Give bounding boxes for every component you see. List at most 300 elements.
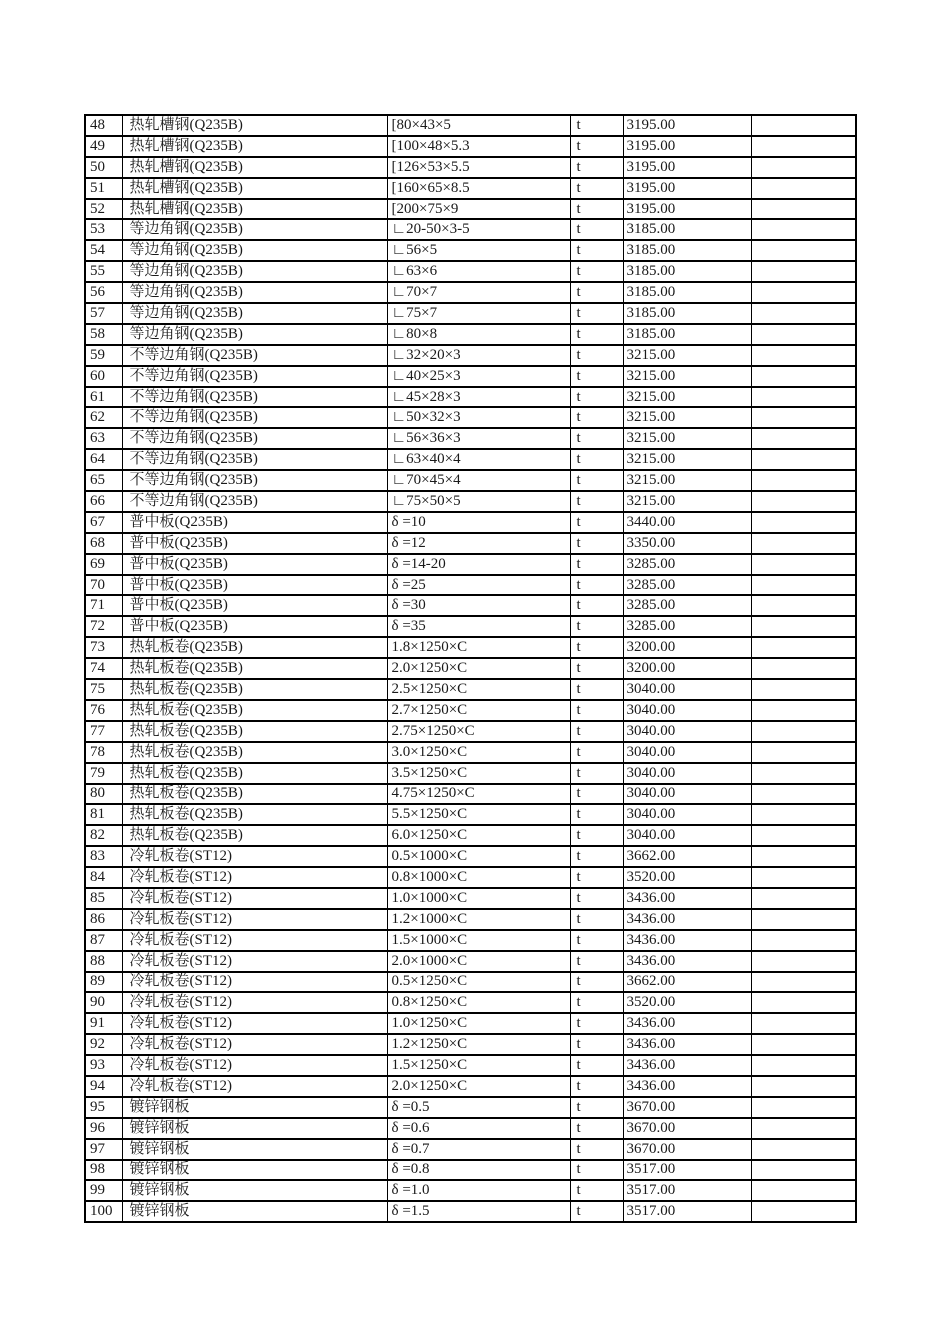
spec-cell: 2.75×1250×C — [387, 721, 570, 742]
price-cell: 3185.00 — [623, 324, 751, 345]
remark-cell — [751, 700, 856, 721]
table-row — [85, 491, 856, 512]
material-name-cell: 热轧槽钢(Q235B) — [122, 157, 387, 178]
row-number-cell: 71 — [85, 595, 122, 616]
row-number-cell: 85 — [85, 888, 122, 909]
row-number-cell: 80 — [85, 784, 122, 805]
material-name-cell: 热轧板卷(Q235B) — [122, 658, 387, 679]
table-row — [85, 470, 856, 491]
material-name-cell: 镀锌钢板 — [122, 1097, 387, 1118]
spec-cell: ∟75×7 — [387, 303, 570, 324]
spec-cell: 1.8×1250×C — [387, 637, 570, 658]
row-number-cell: 62 — [85, 407, 122, 428]
table-row — [85, 261, 856, 282]
price-cell: 3195.00 — [623, 115, 751, 136]
unit-cell: t — [570, 1034, 623, 1055]
table-row — [85, 324, 856, 345]
table-row — [85, 282, 856, 303]
unit-cell: t — [570, 825, 623, 846]
material-name-cell: 冷轧板卷(ST12) — [122, 951, 387, 972]
material-name-cell: 冷轧板卷(ST12) — [122, 1013, 387, 1034]
material-name-cell: 等边角钢(Q235B) — [122, 282, 387, 303]
row-number-cell: 99 — [85, 1180, 122, 1201]
table-row — [85, 742, 856, 763]
remark-cell — [751, 533, 856, 554]
unit-cell: t — [570, 1055, 623, 1076]
remark-cell — [751, 1034, 856, 1055]
price-cell: 3195.00 — [623, 157, 751, 178]
row-number-cell: 95 — [85, 1097, 122, 1118]
spec-cell: [200×75×9 — [387, 199, 570, 220]
table-row — [85, 178, 856, 199]
price-cell: 3215.00 — [623, 449, 751, 470]
spec-cell: 1.0×1000×C — [387, 888, 570, 909]
row-number-cell: 92 — [85, 1034, 122, 1055]
table-row — [85, 909, 856, 930]
unit-cell: t — [570, 888, 623, 909]
material-name-cell: 冷轧板卷(ST12) — [122, 846, 387, 867]
remark-cell — [751, 449, 856, 470]
unit-cell: t — [570, 324, 623, 345]
unit-cell: t — [570, 199, 623, 220]
spec-cell: 2.0×1250×C — [387, 658, 570, 679]
spec-cell: ∟63×6 — [387, 261, 570, 282]
material-name-cell: 热轧槽钢(Q235B) — [122, 136, 387, 157]
row-number-cell: 61 — [85, 387, 122, 408]
row-number-cell: 91 — [85, 1013, 122, 1034]
row-number-cell: 58 — [85, 324, 122, 345]
price-cell: 3185.00 — [623, 240, 751, 261]
spec-cell: 1.2×1250×C — [387, 1034, 570, 1055]
table-row — [85, 637, 856, 658]
price-cell: 3195.00 — [623, 199, 751, 220]
remark-cell — [751, 157, 856, 178]
row-number-cell: 56 — [85, 282, 122, 303]
remark-cell — [751, 1160, 856, 1181]
table-row — [85, 972, 856, 993]
row-number-cell: 82 — [85, 825, 122, 846]
remark-cell — [751, 637, 856, 658]
table-row — [85, 157, 856, 178]
table-row — [85, 199, 856, 220]
price-cell: 3185.00 — [623, 282, 751, 303]
table-row — [85, 512, 856, 533]
material-name-cell: 冷轧板卷(ST12) — [122, 909, 387, 930]
unit-cell: t — [570, 240, 623, 261]
price-cell: 3040.00 — [623, 763, 751, 784]
unit-cell: t — [570, 345, 623, 366]
row-number-cell: 97 — [85, 1139, 122, 1160]
material-name-cell: 等边角钢(Q235B) — [122, 324, 387, 345]
unit-cell: t — [570, 282, 623, 303]
price-cell: 3040.00 — [623, 721, 751, 742]
spec-cell: 0.5×1250×C — [387, 972, 570, 993]
spec-cell: ∟45×28×3 — [387, 387, 570, 408]
table-row — [85, 366, 856, 387]
spec-cell: δ =0.5 — [387, 1097, 570, 1118]
table-row — [85, 784, 856, 805]
spec-cell: 2.0×1250×C — [387, 1076, 570, 1097]
price-cell: 3215.00 — [623, 366, 751, 387]
remark-cell — [751, 261, 856, 282]
row-number-cell: 55 — [85, 261, 122, 282]
price-cell: 3670.00 — [623, 1139, 751, 1160]
row-number-cell: 65 — [85, 470, 122, 491]
table-row — [85, 428, 856, 449]
remark-cell — [751, 199, 856, 220]
spec-cell: 6.0×1250×C — [387, 825, 570, 846]
remark-cell — [751, 951, 856, 972]
price-cell: 3040.00 — [623, 825, 751, 846]
unit-cell: t — [570, 1160, 623, 1181]
remark-cell — [751, 219, 856, 240]
material-name-cell: 镀锌钢板 — [122, 1118, 387, 1139]
remark-cell — [751, 136, 856, 157]
price-cell: 3517.00 — [623, 1201, 751, 1222]
remark-cell — [751, 1076, 856, 1097]
table-row — [85, 115, 856, 136]
unit-cell: t — [570, 575, 623, 596]
spec-cell: ∟75×50×5 — [387, 491, 570, 512]
material-name-cell: 普中板(Q235B) — [122, 595, 387, 616]
row-number-cell: 54 — [85, 240, 122, 261]
remark-cell — [751, 1013, 856, 1034]
remark-cell — [751, 575, 856, 596]
price-cell: 3440.00 — [623, 512, 751, 533]
row-number-cell: 63 — [85, 428, 122, 449]
material-name-cell: 普中板(Q235B) — [122, 616, 387, 637]
remark-cell — [751, 115, 856, 136]
price-cell: 3285.00 — [623, 554, 751, 575]
material-name-cell: 冷轧板卷(ST12) — [122, 930, 387, 951]
row-number-cell: 77 — [85, 721, 122, 742]
unit-cell: t — [570, 261, 623, 282]
spec-cell: 3.5×1250×C — [387, 763, 570, 784]
unit-cell: t — [570, 1201, 623, 1222]
spec-cell: [126×53×5.5 — [387, 157, 570, 178]
spec-cell: 3.0×1250×C — [387, 742, 570, 763]
unit-cell: t — [570, 867, 623, 888]
unit-cell: t — [570, 366, 623, 387]
remark-cell — [751, 1118, 856, 1139]
row-number-cell: 84 — [85, 867, 122, 888]
row-number-cell: 59 — [85, 345, 122, 366]
table-row — [85, 575, 856, 596]
row-number-cell: 75 — [85, 679, 122, 700]
row-number-cell: 90 — [85, 992, 122, 1013]
spec-cell: ∟56×36×3 — [387, 428, 570, 449]
remark-cell — [751, 616, 856, 637]
remark-cell — [751, 428, 856, 449]
spec-cell: δ =0.6 — [387, 1118, 570, 1139]
table-row — [85, 846, 856, 867]
unit-cell: t — [570, 178, 623, 199]
price-table-body — [85, 115, 856, 1222]
price-cell: 3436.00 — [623, 888, 751, 909]
unit-cell: t — [570, 1139, 623, 1160]
row-number-cell: 57 — [85, 303, 122, 324]
remark-cell — [751, 742, 856, 763]
unit-cell: t — [570, 219, 623, 240]
remark-cell — [751, 303, 856, 324]
material-name-cell: 不等边角钢(Q235B) — [122, 387, 387, 408]
material-name-cell: 普中板(Q235B) — [122, 554, 387, 575]
remark-cell — [751, 784, 856, 805]
remark-cell — [751, 825, 856, 846]
remark-cell — [751, 366, 856, 387]
row-number-cell: 51 — [85, 178, 122, 199]
spec-cell: δ =1.0 — [387, 1180, 570, 1201]
remark-cell — [751, 1139, 856, 1160]
price-cell: 3670.00 — [623, 1118, 751, 1139]
table-row — [85, 219, 856, 240]
unit-cell: t — [570, 909, 623, 930]
price-cell: 3040.00 — [623, 700, 751, 721]
price-cell: 3040.00 — [623, 679, 751, 700]
spec-cell: [80×43×5 — [387, 115, 570, 136]
remark-cell — [751, 992, 856, 1013]
material-name-cell: 热轧板卷(Q235B) — [122, 742, 387, 763]
table-row — [85, 1118, 856, 1139]
remark-cell — [751, 1055, 856, 1076]
material-name-cell: 不等边角钢(Q235B) — [122, 428, 387, 449]
table-row — [85, 1097, 856, 1118]
spec-cell: 1.5×1250×C — [387, 1055, 570, 1076]
remark-cell — [751, 345, 856, 366]
price-cell: 3285.00 — [623, 595, 751, 616]
material-name-cell: 不等边角钢(Q235B) — [122, 407, 387, 428]
spec-cell: δ =30 — [387, 595, 570, 616]
table-row — [85, 1201, 856, 1222]
material-name-cell: 冷轧板卷(ST12) — [122, 1076, 387, 1097]
unit-cell: t — [570, 658, 623, 679]
table-row — [85, 407, 856, 428]
material-name-cell: 热轧板卷(Q235B) — [122, 700, 387, 721]
material-name-cell: 冷轧板卷(ST12) — [122, 867, 387, 888]
row-number-cell: 66 — [85, 491, 122, 512]
material-name-cell: 冷轧板卷(ST12) — [122, 1034, 387, 1055]
row-number-cell: 87 — [85, 930, 122, 951]
table-row — [85, 658, 856, 679]
unit-cell: t — [570, 721, 623, 742]
spec-cell: ∟40×25×3 — [387, 366, 570, 387]
material-name-cell: 等边角钢(Q235B) — [122, 240, 387, 261]
remark-cell — [751, 721, 856, 742]
material-name-cell: 镀锌钢板 — [122, 1201, 387, 1222]
price-cell: 3215.00 — [623, 345, 751, 366]
material-name-cell: 热轧板卷(Q235B) — [122, 804, 387, 825]
price-cell: 3195.00 — [623, 178, 751, 199]
remark-cell — [751, 178, 856, 199]
material-name-cell: 冷轧板卷(ST12) — [122, 972, 387, 993]
spec-cell: ∟80×8 — [387, 324, 570, 345]
table-row — [85, 951, 856, 972]
row-number-cell: 48 — [85, 115, 122, 136]
spec-cell: δ =0.7 — [387, 1139, 570, 1160]
material-name-cell: 不等边角钢(Q235B) — [122, 366, 387, 387]
material-name-cell: 热轧板卷(Q235B) — [122, 679, 387, 700]
material-name-cell: 冷轧板卷(ST12) — [122, 992, 387, 1013]
row-number-cell: 49 — [85, 136, 122, 157]
spec-cell: ∟56×5 — [387, 240, 570, 261]
row-number-cell: 72 — [85, 616, 122, 637]
material-name-cell: 普中板(Q235B) — [122, 575, 387, 596]
remark-cell — [751, 554, 856, 575]
remark-cell — [751, 658, 856, 679]
unit-cell: t — [570, 763, 623, 784]
table-row — [85, 1034, 856, 1055]
remark-cell — [751, 240, 856, 261]
unit-cell: t — [570, 972, 623, 993]
remark-cell — [751, 491, 856, 512]
row-number-cell: 64 — [85, 449, 122, 470]
price-cell: 3517.00 — [623, 1160, 751, 1181]
remark-cell — [751, 909, 856, 930]
unit-cell: t — [570, 491, 623, 512]
spec-cell: [100×48×5.3 — [387, 136, 570, 157]
unit-cell: t — [570, 1076, 623, 1097]
unit-cell: t — [570, 1097, 623, 1118]
table-row — [85, 825, 856, 846]
row-number-cell: 70 — [85, 575, 122, 596]
price-cell: 3285.00 — [623, 616, 751, 637]
spec-cell: δ =35 — [387, 616, 570, 637]
unit-cell: t — [570, 595, 623, 616]
price-cell: 3200.00 — [623, 658, 751, 679]
price-cell: 3215.00 — [623, 407, 751, 428]
table-row — [85, 1013, 856, 1034]
row-number-cell: 52 — [85, 199, 122, 220]
row-number-cell: 67 — [85, 512, 122, 533]
material-name-cell: 热轧板卷(Q235B) — [122, 784, 387, 805]
remark-cell — [751, 1201, 856, 1222]
unit-cell: t — [570, 846, 623, 867]
row-number-cell: 93 — [85, 1055, 122, 1076]
price-cell: 3520.00 — [623, 867, 751, 888]
table-row — [85, 136, 856, 157]
unit-cell: t — [570, 679, 623, 700]
price-cell: 3436.00 — [623, 951, 751, 972]
unit-cell: t — [570, 136, 623, 157]
price-cell: 3040.00 — [623, 742, 751, 763]
steel-price-table — [84, 114, 857, 1223]
row-number-cell: 89 — [85, 972, 122, 993]
price-cell: 3215.00 — [623, 387, 751, 408]
price-cell: 3285.00 — [623, 575, 751, 596]
row-number-cell: 100 — [85, 1201, 122, 1222]
price-cell: 3520.00 — [623, 992, 751, 1013]
spec-cell: 1.5×1000×C — [387, 930, 570, 951]
row-number-cell: 74 — [85, 658, 122, 679]
spec-cell: ∟63×40×4 — [387, 449, 570, 470]
table-row — [85, 533, 856, 554]
material-name-cell: 热轧槽钢(Q235B) — [122, 115, 387, 136]
unit-cell: t — [570, 804, 623, 825]
spec-cell: 2.0×1000×C — [387, 951, 570, 972]
row-number-cell: 76 — [85, 700, 122, 721]
table-row — [85, 679, 856, 700]
row-number-cell: 98 — [85, 1160, 122, 1181]
unit-cell: t — [570, 784, 623, 805]
spec-cell: ∟20-50×3-5 — [387, 219, 570, 240]
unit-cell: t — [570, 407, 623, 428]
spec-cell: 5.5×1250×C — [387, 804, 570, 825]
unit-cell: t — [570, 533, 623, 554]
row-number-cell: 60 — [85, 366, 122, 387]
remark-cell — [751, 324, 856, 345]
unit-cell: t — [570, 428, 623, 449]
spec-cell: δ =10 — [387, 512, 570, 533]
row-number-cell: 79 — [85, 763, 122, 784]
material-name-cell: 热轧板卷(Q235B) — [122, 637, 387, 658]
remark-cell — [751, 972, 856, 993]
spec-cell: 0.8×1000×C — [387, 867, 570, 888]
material-name-cell: 不等边角钢(Q235B) — [122, 491, 387, 512]
remark-cell — [751, 888, 856, 909]
price-cell: 3215.00 — [623, 470, 751, 491]
price-cell: 3200.00 — [623, 637, 751, 658]
table-row — [85, 1076, 856, 1097]
price-cell: 3040.00 — [623, 784, 751, 805]
spec-cell: δ =25 — [387, 575, 570, 596]
row-number-cell: 78 — [85, 742, 122, 763]
price-cell: 3662.00 — [623, 972, 751, 993]
remark-cell — [751, 512, 856, 533]
table-row — [85, 992, 856, 1013]
spec-cell: 0.8×1250×C — [387, 992, 570, 1013]
row-number-cell: 68 — [85, 533, 122, 554]
table-row — [85, 930, 856, 951]
price-cell: 3436.00 — [623, 1055, 751, 1076]
price-cell: 3662.00 — [623, 846, 751, 867]
row-number-cell: 69 — [85, 554, 122, 575]
material-name-cell: 普中板(Q235B) — [122, 512, 387, 533]
table-row — [85, 804, 856, 825]
price-cell: 3436.00 — [623, 930, 751, 951]
unit-cell: t — [570, 157, 623, 178]
table-row — [85, 1055, 856, 1076]
remark-cell — [751, 679, 856, 700]
spec-cell: 0.5×1000×C — [387, 846, 570, 867]
remark-cell — [751, 282, 856, 303]
table-row — [85, 1139, 856, 1160]
unit-cell: t — [570, 449, 623, 470]
table-row — [85, 595, 856, 616]
unit-cell: t — [570, 700, 623, 721]
material-name-cell: 热轧板卷(Q235B) — [122, 825, 387, 846]
material-name-cell: 不等边角钢(Q235B) — [122, 345, 387, 366]
spec-cell: [160×65×8.5 — [387, 178, 570, 199]
remark-cell — [751, 1180, 856, 1201]
row-number-cell: 86 — [85, 909, 122, 930]
row-number-cell: 94 — [85, 1076, 122, 1097]
material-name-cell: 热轧板卷(Q235B) — [122, 721, 387, 742]
price-cell: 3517.00 — [623, 1180, 751, 1201]
price-cell: 3436.00 — [623, 1034, 751, 1055]
table-row — [85, 1180, 856, 1201]
unit-cell: t — [570, 512, 623, 533]
table-row — [85, 867, 856, 888]
row-number-cell: 96 — [85, 1118, 122, 1139]
price-cell: 3185.00 — [623, 303, 751, 324]
price-cell: 3436.00 — [623, 909, 751, 930]
price-cell: 3185.00 — [623, 219, 751, 240]
table-row — [85, 345, 856, 366]
table-row — [85, 303, 856, 324]
unit-cell: t — [570, 616, 623, 637]
unit-cell: t — [570, 1013, 623, 1034]
unit-cell: t — [570, 1118, 623, 1139]
